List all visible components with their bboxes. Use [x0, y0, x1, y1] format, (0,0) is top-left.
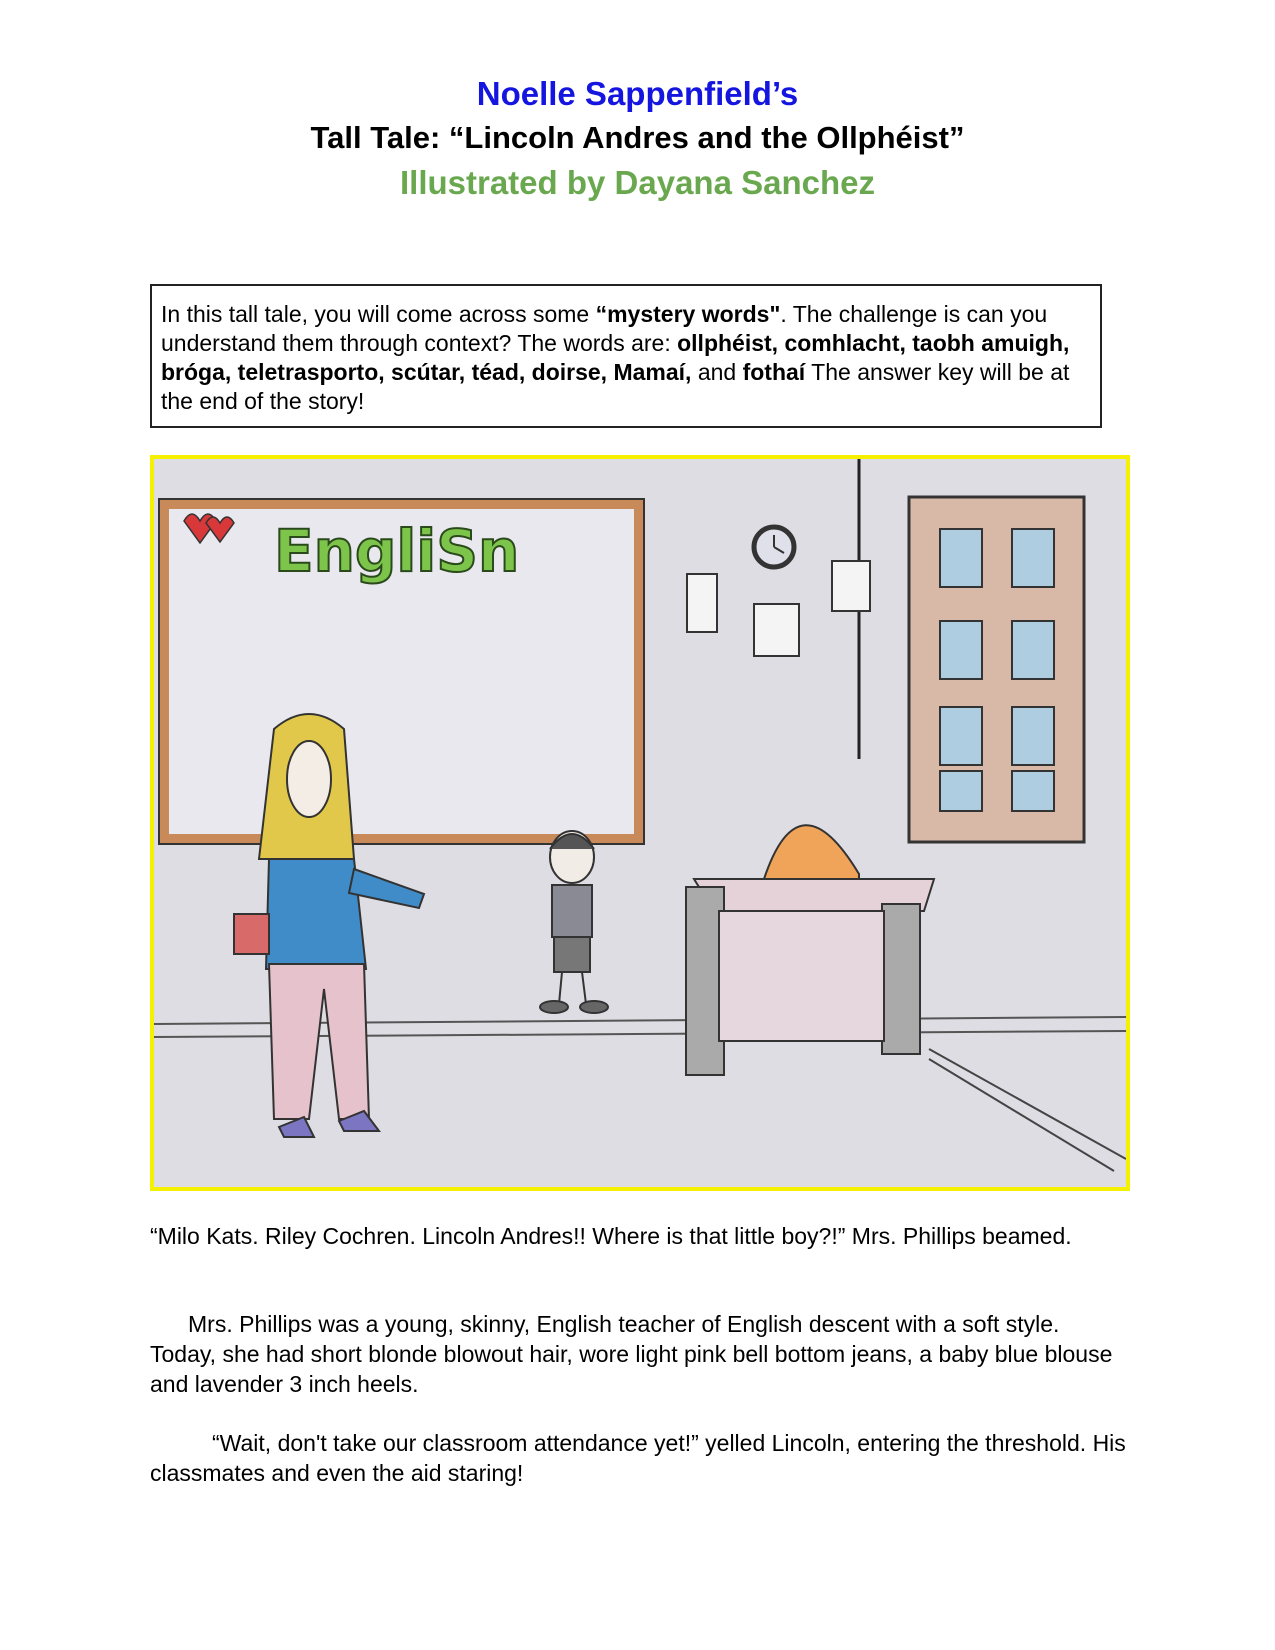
story-title: Tall Tale: “Lincoln Andres and the Ollphéist” [310, 120, 965, 155]
whiteboard [159, 499, 644, 844]
mystery-word-last: fothaí [742, 359, 806, 385]
author-heading: Noelle Sappenfield’s [476, 75, 799, 112]
student-figure [540, 831, 608, 1013]
story-paragraph-1: “Milo Kats. Riley Cochren. Lincoln Andres!! Where is that little boy?!” Mrs. Phillips beamed. [150, 1223, 1072, 1249]
story-paragraph-2: Mrs. Phillips was a young, skinny, English teacher of English descent with a soft style. Today, she had short blonde blowout hair, wore light pink bell bottom jeans, a baby blue blouse and lavender 3 inch heels. [150, 1311, 1113, 1397]
intro-text-1: In this tall tale, you will come across some [161, 301, 596, 327]
intro-text-2: . The challenge is can you understand them through context? The words are: [161, 301, 1048, 356]
teacher-desk [686, 879, 934, 1075]
board-word: EngliSn [274, 517, 520, 585]
title-block [0, 72, 1275, 206]
story-paragraph-3: “Wait, don't take our classroom attendance yet!” yelled Lincoln, entering the threshold. His classmates and even the aid staring! [150, 1430, 1126, 1486]
mystery-words-label: “mystery words" [595, 301, 781, 327]
wall-paper [687, 574, 717, 632]
classroom-illustration [150, 455, 1130, 1191]
mystery-words-list: ollphéist, comhlacht, taobh amuigh, bróga, teletrasporto, scútar, téad, doirse, Mamaí, [161, 330, 1070, 385]
intro-and: and [691, 359, 743, 385]
wall-paper [754, 604, 799, 656]
intro-text-3: The answer key will be at the end of the story! [161, 359, 1070, 414]
wall-paper [832, 561, 870, 611]
window [909, 497, 1084, 842]
illustrator-credit: Illustrated by Dayana Sanchez [399, 164, 875, 201]
classroom-drawing [154, 459, 1126, 1187]
mystery-words-box [150, 284, 1102, 428]
